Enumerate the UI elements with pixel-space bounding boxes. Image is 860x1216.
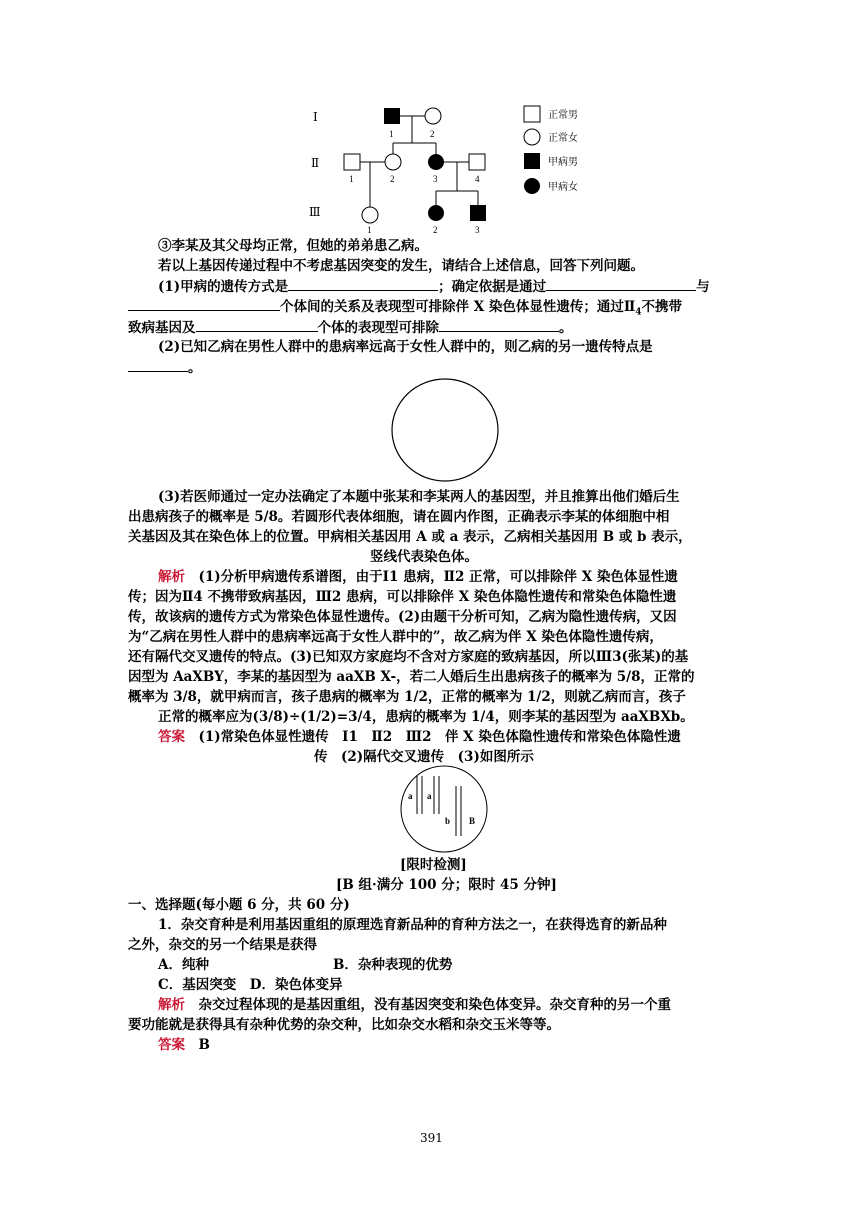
answer-blank[interactable] (128, 357, 188, 372)
svg-text:2: 2 (430, 129, 435, 139)
question-1-line-2: 个体间的关系及表现型可排除伴 X 染色体显性遗传；通过$Ⅱ_4$不携带 (128, 296, 682, 323)
svg-text:2: 2 (433, 225, 438, 235)
gen3-female-affected-2 (428, 205, 444, 221)
analysis-label: 解析 (158, 569, 185, 585)
svg-text:2: 2 (390, 174, 395, 184)
question-2-line-1: (2)已知乙病在男性人群中的患病率远高于女性人群中的，则乙病的另一遗传特点是 (158, 339, 653, 355)
question-2-line-2: 。 (128, 357, 202, 378)
legend-normal-female: 正常女 (548, 133, 578, 144)
analysis-line-1: 解析 (1)分析甲病遗传系谱图，由于Ⅰ1 患病，Ⅱ2 正常，可以排除伴 X 染色体显性遗 (158, 569, 678, 585)
option-b: B．杂种表现的优势 (333, 957, 453, 973)
chrom-label-a1: a (408, 791, 413, 801)
line-li-info: ③李某及其父母均正常，但她的弟弟患乙病。 (158, 238, 428, 254)
part-heading: 一、选择题(每小题 6 分，共 60 分) (128, 897, 350, 913)
question-3-line-4: 竖线代表染色体。 (370, 549, 478, 565)
legend-affected-female: 甲病女 (548, 182, 578, 193)
analysis-b-line-2: 要功能就是获得具有杂种优势的杂交种，比如杂交水稻和杂交玉米等等。 (128, 1017, 560, 1033)
question-1-line-3: 致病基因及 个体的表现型可排除 。 (128, 317, 573, 338)
answer-blank[interactable] (546, 276, 696, 291)
analysis-line-6: 因型为 AaXBY，李某的基因型为 aaXB X-，若二人婚后生出患病孩子的概率为 5/8，正常的 (128, 669, 695, 685)
gen3-female-normal-1 (362, 207, 378, 223)
legend-normal-male: 正常男 (548, 110, 578, 121)
gen2-female-normal-2 (385, 154, 401, 170)
legend-affected-male-icon (524, 153, 540, 169)
section-title: [限时检测] (400, 857, 467, 873)
question-3-line-2: 出患病孩子的概率是 5/8。若圆形代表体细胞，请在圆内作图，正确表示李某的体细胞中相 (128, 509, 670, 525)
analysis-line-8: 正常的概率应为(3/8)÷(1/2)=3/4，患病的概率为 1/4，则李某的基因型为 aaXBXb。 (158, 709, 694, 725)
analysis-line-5: 还有隔代交叉遗传的特点。(3)已知双方家庭均不含对方家庭的致病基因，所以Ⅲ3(张某)的基 (128, 649, 689, 665)
question-text-line-2: 之外，杂交的另一个结果是获得 (128, 937, 317, 953)
question-3-line-3: 关基因及其在染色体上的位置。甲病相关基因用 A 或 a 表示，乙病相关基因用 B 或 b 表示， (128, 529, 692, 545)
gen1-male-affected (384, 108, 400, 124)
analysis-line-3: 传，故该病的遗传方式为常染色体显性遗传。(2)由题干分析可知，乙病为隐性遗传病，又因 (128, 609, 677, 625)
pedigree-chart (300, 95, 600, 235)
legend-normal-male-icon (524, 106, 540, 122)
gen-label-1: Ⅰ (313, 110, 318, 124)
page-number: 391 (420, 1131, 443, 1145)
option-a: A．纯种 (158, 957, 209, 973)
question-text-line-1: 1．杂交育种是利用基因重组的原理选育新品种的育种方法之一，在获得选育的新品种 (158, 917, 667, 933)
svg-text:3: 3 (475, 225, 480, 235)
answer-line-2: 传 (2)隔代交叉遗传 (3)如图所示 (314, 749, 534, 765)
chrom-label-a2: a (427, 791, 432, 801)
gen2-female-affected-3 (428, 154, 444, 170)
answer-line-1: 答案 (1)常染色体显性遗传 Ⅰ1 Ⅱ2 Ⅲ2 伴 X 染色体隐性遗传和常染色体隐性遗 (158, 729, 681, 745)
gen1-female-normal (425, 108, 441, 124)
answer-blank[interactable] (288, 276, 438, 291)
analysis-line-7: 概率为 3/8，就甲病而言，孩子患病的概率为 1/2，正常的概率为 1/2，则就乙病而言，孩子 (128, 689, 686, 705)
gen-label-3: Ⅲ (309, 205, 321, 219)
gen-label-2: Ⅱ (311, 156, 320, 170)
legend-normal-female-icon (524, 129, 540, 145)
chromosome-diagram (399, 764, 489, 854)
answer-label: 答案 (158, 729, 185, 745)
options-c-d: C．基因突变 D．染色体变异 (158, 977, 343, 993)
answer-blank[interactable] (128, 296, 280, 311)
gen2-male-normal-1 (344, 154, 360, 170)
analysis-line-2: 传；因为Ⅱ4 不携带致病基因，Ⅲ2 患病，可以排除伴 X 染色体隐性遗传和常染色体隐性遗 (128, 589, 677, 605)
answer-b-line: 答案 B (158, 1037, 210, 1053)
chrom-label-b: b (445, 816, 451, 826)
analysis-b-line-1: 解析 杂交过程体现的是基因重组，没有基因突变和染色体变异。杂交育种的另一个重 (158, 997, 671, 1013)
chrom-label-B: B (469, 816, 476, 826)
line-instructions: 若以上基因传递过程中不考虑基因突变的发生，请结合上述信息，回答下列问题。 (158, 258, 644, 274)
svg-text:1: 1 (389, 129, 394, 139)
svg-text:1: 1 (349, 174, 354, 184)
legend-affected-female-icon (524, 178, 540, 194)
answer-blank[interactable] (196, 317, 318, 332)
svg-text:3: 3 (433, 174, 438, 184)
gen2-male-normal-4 (469, 154, 485, 170)
analysis-line-4: 为“乙病在男性人群中的患病率远高于女性人群中的”，故乙病为伴 X 染色体隐性遗传病， (128, 629, 663, 645)
answer-blank[interactable] (439, 317, 559, 332)
svg-text:1: 1 (367, 225, 372, 235)
svg-text:4: 4 (475, 174, 480, 184)
question-3-line-1: (3)若医师通过一定办法确定了本题中张某和李某两人的基因型，并且推算出他们婚后生 (158, 489, 680, 505)
question-1-line-1: (1)甲病的遗传方式是 ；确定依据是通过 与 (158, 276, 710, 297)
section-subtitle: [B 组·满分 100 分；限时 45 分钟] (336, 877, 557, 893)
legend-affected-male: 甲病男 (548, 157, 578, 168)
gen3-male-affected-3 (470, 205, 486, 221)
cell-drawing-circle[interactable] (389, 376, 501, 484)
